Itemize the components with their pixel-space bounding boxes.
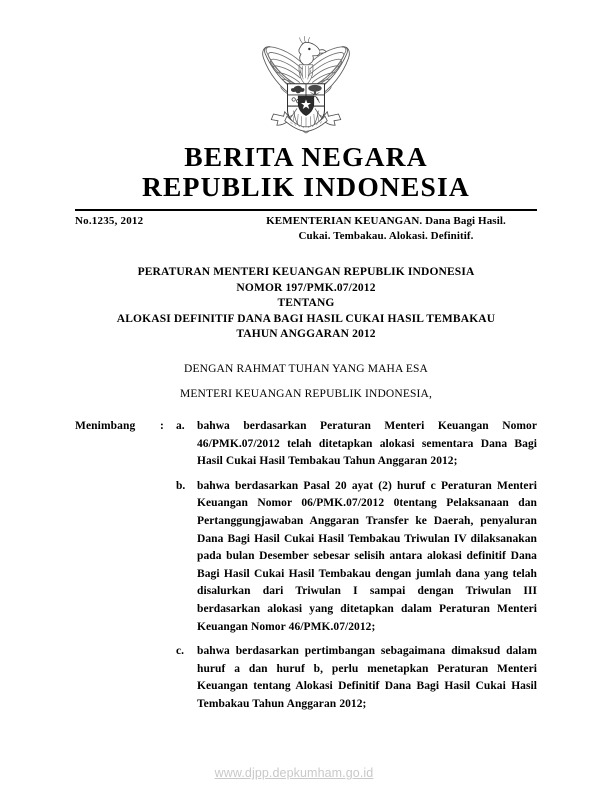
regulation-title-block — [75, 265, 537, 343]
regulation-number: NOMOR 197/PMK.07/2012 — [236, 281, 376, 294]
considering-colon-blank — [160, 643, 176, 713]
regulation-about-label: TENTANG — [277, 297, 335, 310]
invocation-block — [75, 357, 537, 407]
considering-colon: : — [160, 420, 164, 432]
considering-item-text: bahwa berdasarkan pertimbangan sebagaimana dimaksud dalam huruf a dan huruf b, perlu menetapkan Peraturan Menteri Keuangan tentang Alokasi Definitif Dana Bagi Hasil Cukai Hasil Tembakau Tahun Anggaran 2012; — [197, 645, 537, 710]
considering-grid — [75, 418, 537, 714]
gazette-subject-line-1: KEMENTERIAN KEUANGAN. Dana Bagi Hasil. — [266, 215, 506, 227]
emblem-container — [0, 30, 612, 147]
considering-section — [75, 418, 537, 714]
considering-item-text: bahwa berdasarkan Pasal 20 ayat (2) huruf c Peraturan Menteri Keuangan Nomor 06/PMK.07/2012 0tentang Pelaksanaan dan Pertanggungjawaban Anggaran Transfer ke Daerah, penyaluran Dana Bagi Hasil Cukai Hasil Tembakau Triwulan IV dilaksanakan pada bulan Desember sebesar selisih antara alokasi definitif Dana Bagi Hasil Cukai Hasil Tembakau dengan jumlah dana yang telah disalurkan dari Triwulan I sampai dengan Triwulan III berdasarkan alokasi yang ditetapkan dalam Peraturan Menteri Keuangan Nomor 46/PMK.07/2012; — [197, 479, 537, 633]
header-divider — [75, 209, 537, 211]
gazette-header-row — [75, 214, 537, 244]
considering-item-letter: c. — [176, 645, 184, 658]
considering-label-blank — [75, 478, 160, 636]
considering-item-letter: a. — [176, 420, 185, 432]
footer-url-link[interactable]: www.djpp.depkumham.go.id — [214, 766, 374, 780]
considering-colon-blank — [160, 478, 176, 636]
gazette-subject-line-2: Cukai. Tembakau. Alokasi. Definitif. — [298, 230, 474, 242]
considering-item-spacer — [75, 471, 537, 478]
gazette-number: No.1235, 2012 — [75, 215, 144, 227]
masthead-line-1: BERITA NEGARA — [184, 141, 428, 172]
regulation-title-line-1: PERATURAN MENTERI KEUANGAN REPUBLIK INDONESIA — [137, 266, 475, 278]
invocation-line-1: DENGAN RAHMAT TUHAN YANG MAHA ESA — [183, 363, 428, 375]
garuda-pancasila-emblem — [250, 30, 362, 142]
regulation-subject-line-2: TAHUN ANGGARAN 2012 — [236, 328, 376, 341]
considering-item-spacer — [75, 636, 537, 643]
considering-label: Menimbang — [75, 420, 136, 432]
gazette-subject — [235, 214, 537, 244]
regulation-subject-line-1: ALOKASI DEFINITIF DANA BAGI HASIL CUKAI HASIL TEMBAKAU — [116, 312, 496, 325]
invocation-line-2: MENTERI KEUANGAN REPUBLIK INDONESIA, — [180, 388, 432, 400]
considering-item-text: bahwa berdasarkan Peraturan Menteri Keuangan Nomor 46/PMK.07/2012 telah ditetapkan alokasi sementara Dana Bagi Hasil Cukai Hasil Tembakau Tahun Anggaran 2012; — [197, 420, 537, 468]
masthead-line-2: REPUBLIK INDONESIA — [142, 171, 470, 202]
considering-label-blank — [75, 643, 160, 713]
footer-watermark — [0, 764, 612, 782]
masthead — [0, 142, 612, 202]
considering-item-letter: b. — [176, 479, 186, 492]
